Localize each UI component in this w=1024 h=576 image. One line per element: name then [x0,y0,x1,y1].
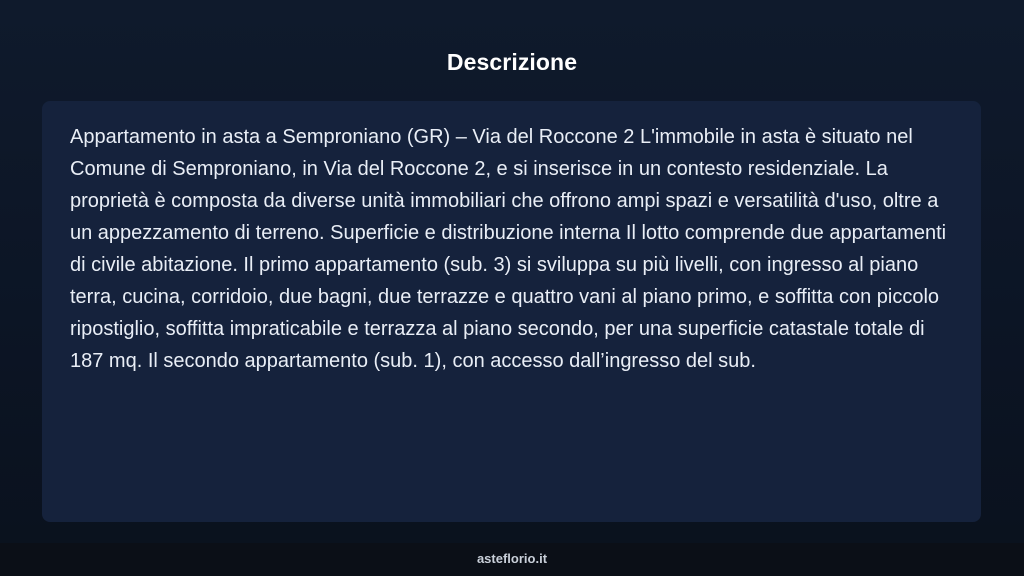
description-card [42,101,981,522]
description-text: Appartamento in asta a Semproniano (GR) – Via del Roccone 2 L'immobile in asta è situato nel Comune di Semproniano, in Via del Roccone 2, e si inserisce in un contesto residenziale. La proprietà è composta da diverse unità immobiliari che offrono ampi spazi e versatilità d'uso, oltre a un appezzamento di terreno. Superficie e distribuzione interna Il lotto comprende due appartamenti di civile abitazione. Il primo appartamento (sub. 3) si sviluppa su più livelli, con ingresso al piano terra, cucina, corridoio, due bagni, due terrazze e quattro vani al piano primo, e soffitta con piccolo ripostiglio, soffitta impraticabile e terrazza al piano secondo, per una superficie catastale totale di 187 mq. Il secondo appartamento (sub. 1), con accesso dall’ingresso del sub. [70,126,947,372]
page-title: Descrizione [446,49,578,75]
footer-site-label: asteflorio.it [476,551,548,566]
footer-bar [0,543,1024,576]
